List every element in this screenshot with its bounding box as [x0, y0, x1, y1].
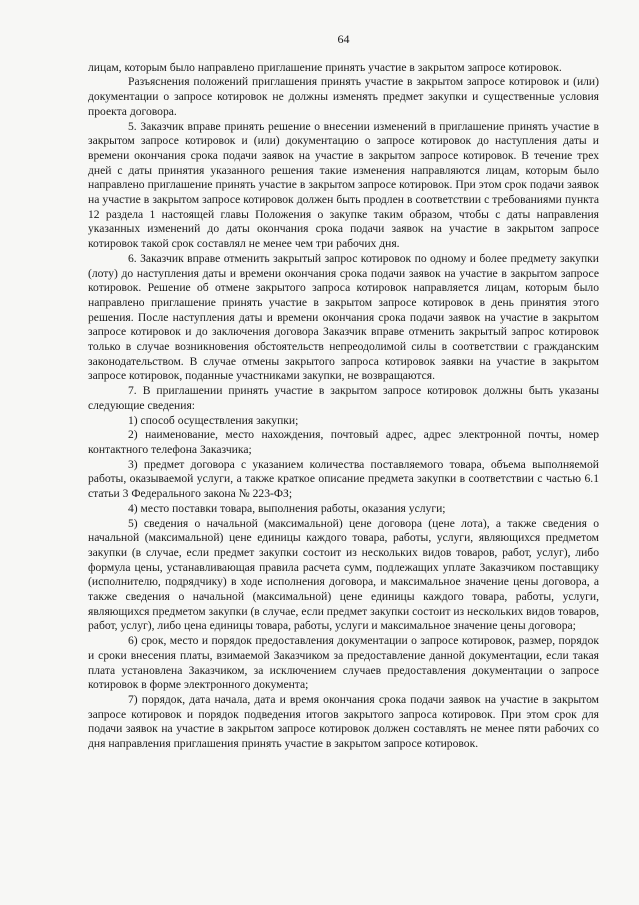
paragraph: Разъяснения положений приглашения принять участие в закрытом запросе котировок и (или) документации о запросе котировок не должны изменять предмет закупки и существенные условия проекта договора. — [88, 75, 599, 118]
document-body — [88, 61, 599, 752]
list-item: 4) место поставки товара, выполнения работы, оказания услуги; — [128, 501, 446, 515]
paragraph: лицам, которым было направлено приглашение принять участие в закрытом запросе котировок. — [88, 60, 562, 74]
paragraph: 5. Заказчик вправе принять решение о внесении изменений в приглашение принять участие в закрытом запросе котировок и (или) документацию о запросе котировок до наступления даты и времени окончания срока подачи заявок на участие в закрытом запросе котировок. В течение трех дней с даты принятия указанного решения такие изменения направляются лицам, которым было направлено приглашение принять участие в закрытом запросе котировок. При этом срок подачи заявок на участие в закрытом запросе котировок должен быть продлен в соответствии с требованиями пункта 12 раздела 1 настоящей главы Положения о закупке таким образом, чтобы с даты направления указанных изменений до даты окончания срока подачи заявок на участие в закрытом запросе котировок такой срок составлял не менее чем три рабочих дня. — [88, 119, 599, 251]
paragraph: 7. В приглашении принять участие в закрытом запросе котировок должны быть указаны следующие сведения: — [88, 384, 599, 412]
list-item: 5) сведения о начальной (максимальной) цене договора (цене лота), а также сведения о начальной (максимальной) цене единицы каждого товара, работы, услуги, являющихся предметом закупки (в случае, если предмет закупки состоит из нескольких видов товаров, работ, услуг), либо формула цены, устанавливающая правила расчета сумм, подлежащих уплате Заказчиком поставщику (исполнителю, подрядчику) в ходе исполнения договора, и максимальное значение цены договора, а также сведения о начальной (максимальной) цене единицы каждого товара, работы, услуги, являющихся предметом закупки (в случае, если предмет закупки состоит из нескольких видов товаров, работ, услуг), либо цена единицы товара, работы, услуги и максимальное значение цены договора; — [88, 516, 599, 633]
list-item: 7) порядок, дата начала, дата и время окончания срока подачи заявок на участие в закрытом запросе котировок и порядок подведения итогов закрытого запроса котировок. При этом срок для подачи заявок на участие в закрытом запросе котировок должен составлять не менее пяти рабочих со дня направления приглашения принять участие в закрытом запросе котировок. — [88, 692, 599, 751]
list-item: 2) наименование, место нахождения, почтовый адрес, адрес электронной почты, номер контактного телефона Заказчика; — [88, 428, 599, 456]
paragraph: 6. Заказчик вправе отменить закрытый запрос котировок по одному и более предмету закупки (лоту) до наступления даты и времени окончания срока подачи заявок на участие в закрытом запросе котировок. Решение об отмене закрытого запроса котировок направляется лицам, которым было направлено приглашение принять участие в закрытом запросе котировок в день принятия этого решения. После наступления даты и времени окончания срока подачи заявок на участие в закрытом запросе котировок и до заключения договора Заказчик вправе отменить закрытый запрос котировок только в случае возникновения обстоятельств непреодолимой силы в соответствии с гражданским законодательством. В случае отмены закрытого запроса котировок заявки на участие в закрытом запросе котировок, поданные участниками закупки, не возвращаются. — [88, 251, 599, 383]
list-item: 3) предмет договора с указанием количества поставляемого товара, объема выполняемой работы, оказываемой услуги, а также краткое описание предмета закупки в соответствии с частью 6.1 статьи 3 Федерального закона № 223-ФЗ; — [88, 457, 599, 501]
list-item: 1) способ осуществления закупки; — [128, 413, 299, 427]
page-number: 64 — [337, 32, 350, 46]
list-item: 6) срок, место и порядок предоставления документации о запросе котировок, размер, порядок и сроки внесения платы, взимаемой Заказчиком за предоставление данной документации, если такая плата установлена Заказчиком, за исключением случаев предоставления документации о запросе котировок в форме электронного документа; — [88, 634, 599, 692]
